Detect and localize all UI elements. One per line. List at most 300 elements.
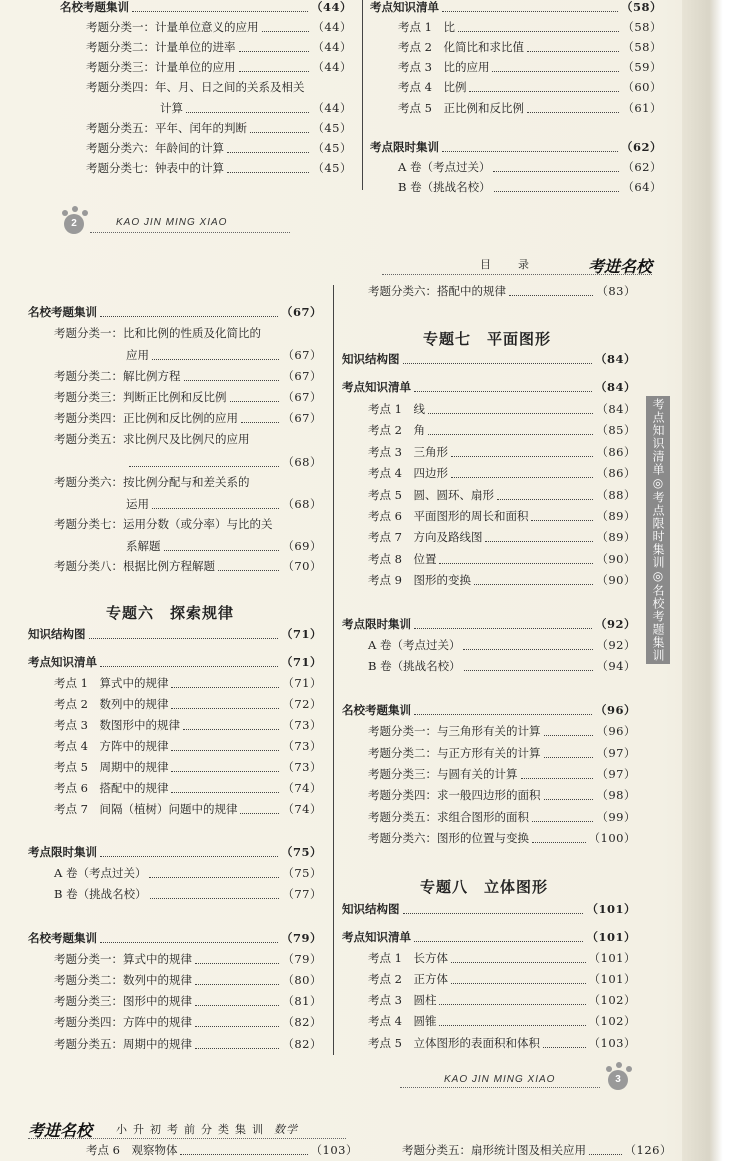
toc-entry-row[interactable] — [86, 20, 352, 34]
toc-page-number: （45） — [312, 121, 352, 135]
toc-page-number: （72） — [282, 697, 322, 711]
toc-entry-row[interactable] — [54, 411, 322, 425]
toc-entry-label: 考点 3 数图形中的规律 — [54, 718, 180, 732]
leader-dots — [100, 933, 278, 943]
toc-entry-label: 考题分类四：年、月、日之间的关系及相关 — [86, 80, 305, 94]
toc-entry-row[interactable] — [54, 697, 322, 711]
toc-entry-row[interactable] — [54, 432, 322, 446]
toc-entry-label: 考题分类二：与正方形有关的计算 — [368, 746, 541, 760]
toc-entry-label: 考点限时集训 — [28, 845, 97, 859]
toc-page-number: （89） — [596, 509, 636, 523]
toc-entry-row[interactable] — [368, 284, 636, 298]
toc-entry-label: 考点 1 长方体 — [368, 951, 448, 965]
toc-page-number: （44） — [312, 60, 352, 74]
toc-entry-row[interactable] — [54, 994, 322, 1008]
toc-entry-row[interactable] — [368, 951, 636, 965]
toc-page-number: （70） — [282, 559, 322, 573]
toc-page-number: （44） — [312, 40, 352, 54]
toc-entry-row[interactable] — [54, 390, 322, 404]
leader-dots — [531, 511, 593, 521]
paw-icon — [626, 1066, 632, 1072]
leader-dots — [227, 163, 309, 173]
toc-entry-row[interactable] — [54, 559, 322, 573]
toc-section-row[interactable] — [28, 305, 322, 319]
toc-section-row[interactable] — [28, 655, 322, 669]
leader-dots — [171, 699, 279, 709]
toc-page-number: （71） — [282, 676, 322, 690]
toc-page-number: （100） — [588, 831, 636, 845]
toc-section-row[interactable] — [60, 0, 352, 14]
toc-entry-label: 知识结构图 — [28, 627, 86, 641]
toc-page-number: （58） — [620, 0, 662, 14]
toc-entry-row[interactable] — [368, 767, 636, 781]
toc-page-number: （92） — [596, 638, 636, 652]
leader-dots — [474, 575, 593, 585]
toc-section-row[interactable] — [28, 931, 322, 945]
toc-entry-label: 考题分类七：钟表中的计算 — [86, 161, 224, 175]
toc-entry-label: 考题分类三：判断正比例和反比例 — [54, 390, 227, 404]
toc-entry-label: B 卷（挑战名校） — [398, 180, 491, 194]
leader-dots — [240, 804, 279, 814]
toc-entry-row[interactable] — [398, 180, 662, 194]
toc-entry-row[interactable] — [54, 326, 322, 340]
toc-page-number: （82） — [282, 1037, 322, 1051]
footer-rule — [28, 1138, 346, 1139]
toc-entry-label: 应用 — [126, 348, 149, 362]
toc-page-number: （89） — [596, 530, 636, 544]
toc-entry-row[interactable] — [368, 509, 636, 523]
leader-dots — [464, 661, 594, 671]
toc-section-row[interactable] — [370, 0, 662, 14]
toc-header: 目 录 — [480, 258, 537, 271]
leader-dots — [195, 975, 279, 985]
leader-dots — [183, 720, 279, 730]
leader-dots — [227, 143, 309, 153]
leader-dots — [463, 640, 593, 650]
toc-entry-label: 考点 8 位置 — [368, 552, 437, 566]
toc-entry-row[interactable] — [368, 573, 636, 587]
toc-entry-row[interactable] — [126, 348, 322, 362]
toc-entry-row[interactable] — [368, 423, 636, 437]
toc-entry-label: 考点 1 线 — [368, 402, 425, 416]
toc-entry-label: 考点限时集训 — [342, 617, 411, 631]
toc-entry-label: 考点 4 圆锥 — [368, 1014, 437, 1028]
leader-dots — [451, 974, 586, 984]
toc-page-number: （101） — [588, 951, 636, 965]
toc-entry-label: 考点知识清单 — [342, 380, 411, 394]
toc-entry-label: 考点 4 方阵中的规律 — [54, 739, 169, 753]
toc-page-number: （75） — [280, 845, 322, 859]
toc-entry-label: 考题分类四：正比例和反比例的应用 — [54, 411, 238, 425]
leader-dots — [521, 769, 594, 779]
leader-dots — [150, 889, 280, 899]
toc-page-number: （61） — [622, 101, 662, 115]
toc-entry-label: 名校考题集训 — [60, 0, 129, 14]
toc-entry-label: 知识结构图 — [342, 352, 400, 366]
toc-entry-label: 考点 5 立体图形的表面积和体积 — [368, 1036, 540, 1050]
toc-entry-label: 考点 6 观察物体 — [86, 1143, 178, 1157]
toc-entry-row[interactable] — [398, 60, 662, 74]
toc-page-number: （60） — [622, 80, 662, 94]
band-title: KAO JIN MING XIAO — [116, 217, 228, 228]
toc-page-number: （83） — [596, 284, 636, 298]
toc-section-row[interactable] — [342, 617, 636, 631]
toc-page-number: （67） — [282, 390, 322, 404]
toc-entry-label: 考题分类五：扇形统计图及相关应用 — [402, 1143, 586, 1157]
leader-dots — [485, 532, 593, 542]
toc-entry-label: 考题分类三：图形中的规律 — [54, 994, 192, 1008]
toc-entry-row[interactable] — [398, 40, 662, 54]
toc-entry-row[interactable] — [54, 517, 322, 531]
leader-dots — [100, 847, 278, 857]
toc-entry-label: 考点 2 角 — [368, 423, 425, 437]
toc-entry-label: 考点 1 算式中的规律 — [54, 676, 169, 690]
toc-entry-label: 考点 5 圆、圆环、扇形 — [368, 488, 494, 502]
leader-dots — [414, 705, 592, 715]
leader-dots — [451, 468, 593, 478]
paw-icon — [72, 206, 78, 212]
leader-dots — [494, 182, 620, 192]
toc-entry-row[interactable] — [54, 781, 322, 795]
toc-entry-row[interactable] — [398, 80, 662, 94]
toc-page-number: （79） — [282, 952, 322, 966]
toc-page-number: （99） — [596, 810, 636, 824]
toc-entry-label: 考点 3 三角形 — [368, 445, 448, 459]
leader-dots — [532, 812, 593, 822]
toc-page-number: （84） — [596, 402, 636, 416]
toc-page-number: （67） — [282, 348, 322, 362]
leader-dots — [195, 954, 279, 964]
toc-section-row[interactable] — [342, 380, 636, 394]
leader-dots — [230, 392, 280, 402]
toc-entry-label: A 卷（考点过关） — [54, 866, 147, 880]
toc-entry-label: 计算 — [160, 101, 183, 115]
toc-entry-label: 考点 7 间隔（植树）问题中的规律 — [54, 802, 238, 816]
leader-dots — [186, 103, 309, 113]
toc-entry-label: 考题分类五：求比例尺及比例尺的应用 — [54, 432, 250, 446]
toc-page-number: （62） — [620, 140, 662, 154]
leader-dots — [403, 354, 592, 364]
leader-dots — [469, 82, 619, 92]
toc-entry-label: 考点 2 正方体 — [368, 972, 448, 986]
leader-dots — [239, 42, 310, 52]
topic-heading: 专题八 立体图形 — [420, 878, 549, 896]
toc-page-number: （62） — [622, 160, 662, 174]
toc-section-row[interactable] — [342, 902, 636, 916]
toc-entry-row[interactable] — [126, 455, 322, 469]
toc-entry-label: B 卷（挑战名校） — [54, 887, 147, 901]
toc-entry-row[interactable] — [398, 20, 662, 34]
toc-entry-row[interactable] — [368, 402, 636, 416]
toc-entry-row[interactable] — [86, 40, 352, 54]
toc-entry-row[interactable] — [402, 1143, 672, 1157]
toc-page-number: （96） — [594, 703, 636, 717]
leader-dots — [89, 629, 278, 639]
toc-entry-row[interactable] — [54, 718, 322, 732]
leader-dots — [544, 748, 594, 758]
toc-entry-label: 考点 9 图形的变换 — [368, 573, 471, 587]
page-edge — [682, 0, 750, 1161]
leader-dots — [262, 22, 310, 32]
toc-entry-row[interactable] — [86, 60, 352, 74]
toc-entry-row[interactable] — [368, 1014, 636, 1028]
toc-section-row[interactable] — [342, 930, 636, 944]
toc-page-number: （68） — [282, 497, 322, 511]
toc-entry-label: 考点 3 比的应用 — [398, 60, 490, 74]
toc-entry-label: 考点 2 数列中的规律 — [54, 697, 169, 711]
toc-entry-row[interactable] — [368, 831, 636, 845]
leader-dots — [527, 103, 619, 113]
toc-page-number: （71） — [280, 627, 322, 641]
leader-dots — [171, 762, 279, 772]
toc-page-number: （103） — [588, 1036, 636, 1050]
toc-page-number: （98） — [596, 788, 636, 802]
toc-entry-label: B 卷（挑战名校） — [368, 659, 461, 673]
toc-entry-label: 考题分类二：计量单位的进率 — [86, 40, 236, 54]
toc-entry-label: 考点 5 正比例和反比例 — [398, 101, 524, 115]
leader-dots — [195, 1017, 279, 1027]
toc-entry-row[interactable] — [368, 552, 636, 566]
toc-page-number: （74） — [282, 781, 322, 795]
toc-page-number: （59） — [622, 60, 662, 74]
toc-page-number: （101） — [586, 930, 636, 944]
leader-dots — [509, 286, 593, 296]
leader-dots — [532, 833, 586, 843]
leader-dots — [428, 425, 593, 435]
toc-page-number: （81） — [282, 994, 322, 1008]
toc-entry-label: 考题分类六：按比例分配与和差关系的 — [54, 475, 250, 489]
toc-page-number: （90） — [596, 573, 636, 587]
toc-entry-row[interactable] — [368, 466, 636, 480]
toc-entry-label: 考题分类二：数列中的规律 — [54, 973, 192, 987]
toc-entry-label: 考题分类三：计量单位的应用 — [86, 60, 236, 74]
leader-dots — [164, 541, 280, 551]
toc-page-number: （84） — [594, 352, 636, 366]
leader-dots — [152, 499, 279, 509]
toc-entry-row[interactable] — [368, 488, 636, 502]
topic-heading: 专题七 平面图形 — [423, 330, 552, 348]
toc-page-number: （85） — [596, 423, 636, 437]
toc-page-number: （44） — [310, 0, 352, 14]
toc-entry-row[interactable] — [54, 739, 322, 753]
brand-logo: 考进名校 — [28, 1121, 93, 1140]
leader-dots — [543, 1038, 586, 1048]
toc-entry-label: 考题分类七：运用分数（或分率）与比的关 — [54, 517, 273, 531]
toc-page-number: （75） — [282, 866, 322, 880]
toc-entry-row[interactable] — [86, 121, 352, 135]
toc-entry-row[interactable] — [368, 638, 636, 652]
toc-entry-row[interactable] — [126, 539, 322, 553]
topic-heading: 专题六 探索规律 — [106, 604, 235, 622]
toc-page-number: （84） — [594, 380, 636, 394]
toc-entry-label: 考点知识清单 — [370, 0, 439, 14]
leader-dots — [171, 783, 279, 793]
leader-dots — [171, 678, 279, 688]
toc-entry-row[interactable] — [368, 724, 636, 738]
toc-page-number: （94） — [596, 659, 636, 673]
toc-entry-label: 考点 3 圆柱 — [368, 993, 437, 1007]
toc-entry-label: 考点知识清单 — [342, 930, 411, 944]
toc-entry-label: 考题分类六：年龄间的计算 — [86, 141, 224, 155]
toc-page-number: （77） — [282, 887, 322, 901]
leader-dots — [451, 447, 593, 457]
toc-entry-label: 考题分类二：解比例方程 — [54, 369, 181, 383]
toc-entry-row[interactable] — [54, 1037, 322, 1051]
toc-page-number: （101） — [588, 972, 636, 986]
toc-entry-label: 考题分类六：图形的位置与变换 — [368, 831, 529, 845]
toc-page-number: （79） — [280, 931, 322, 945]
toc-entry-row[interactable] — [86, 161, 352, 175]
column-divider — [362, 0, 363, 190]
leader-dots — [218, 561, 279, 571]
toc-entry-row[interactable] — [398, 160, 662, 174]
leader-dots — [184, 371, 280, 381]
toc-page-number: （58） — [622, 40, 662, 54]
leader-dots — [439, 554, 593, 564]
toc-entry-label: 考点 4 比例 — [398, 80, 467, 94]
toc-entry-row[interactable] — [54, 1015, 322, 1029]
toc-page-number: （67） — [280, 305, 322, 319]
leader-dots — [239, 62, 310, 72]
toc-page-number: （64） — [622, 180, 662, 194]
leader-dots — [403, 904, 584, 914]
toc-entry-label: 考题分类五：平年、闰年的判断 — [86, 121, 247, 135]
column-divider — [333, 285, 334, 1055]
toc-page-number: （74） — [282, 802, 322, 816]
toc-entry-label: 考点限时集训 — [370, 140, 439, 154]
toc-entry-label: 考题分类五：求组合图形的面积 — [368, 810, 529, 824]
toc-entry-row[interactable] — [54, 760, 322, 774]
toc-entry-row[interactable] — [368, 445, 636, 459]
toc-entry-row[interactable] — [54, 887, 322, 901]
toc-entry-label: 考题分类一：算式中的规律 — [54, 952, 192, 966]
toc-page-number: （96） — [596, 724, 636, 738]
band-rule — [90, 232, 290, 233]
toc-entry-label: 系解题 — [126, 539, 161, 553]
toc-entry-row[interactable] — [368, 530, 636, 544]
side-tab: 考点知识清单◎考点限时集训◎名校考题集训 — [646, 396, 670, 664]
band-title: KAO JIN MING XIAO — [444, 1074, 556, 1085]
toc-section-row[interactable] — [28, 627, 322, 641]
toc-section-row[interactable] — [342, 703, 636, 717]
toc-entry-label: 考题分类一：计量单位意义的应用 — [86, 20, 259, 34]
toc-entry-label: 考题分类四：方阵中的规律 — [54, 1015, 192, 1029]
toc-entry-row[interactable] — [368, 788, 636, 802]
leader-dots — [129, 457, 279, 467]
toc-entry-row[interactable] — [86, 80, 352, 94]
leader-dots — [149, 868, 279, 878]
leader-dots — [171, 741, 279, 751]
toc-entry-row[interactable] — [160, 101, 352, 115]
leader-dots — [439, 1016, 585, 1026]
leader-dots — [544, 790, 594, 800]
toc-entry-row[interactable] — [368, 746, 636, 760]
leader-dots — [451, 953, 586, 963]
toc-entry-label: 考题分类八：根据比例方程解题 — [54, 559, 215, 573]
toc-entry-row[interactable] — [54, 676, 322, 690]
toc-page-number: （97） — [596, 746, 636, 760]
toc-page-number: （82） — [282, 1015, 322, 1029]
leader-dots — [442, 2, 618, 12]
leader-dots — [100, 307, 278, 317]
toc-page-number: （44） — [312, 101, 352, 115]
toc-entry-row[interactable] — [398, 101, 662, 115]
toc-page-number: （86） — [596, 445, 636, 459]
paw-icon — [82, 210, 88, 216]
leader-dots — [414, 932, 583, 942]
toc-entry-row[interactable] — [368, 810, 636, 824]
toc-page-number: （92） — [594, 617, 636, 631]
toc-entry-label: 考题分类一：与三角形有关的计算 — [368, 724, 541, 738]
toc-entry-row[interactable] — [54, 802, 322, 816]
toc-entry-label: 考题分类五：周期中的规律 — [54, 1037, 192, 1051]
toc-page-number: （88） — [596, 488, 636, 502]
leader-dots — [458, 22, 619, 32]
toc-entry-label: 知识结构图 — [342, 902, 400, 916]
leader-dots — [544, 726, 594, 736]
toc-entry-row[interactable] — [368, 1036, 636, 1050]
toc-entry-row[interactable] — [368, 659, 636, 673]
toc-section-row[interactable] — [28, 845, 322, 859]
toc-entry-row[interactable] — [54, 475, 322, 489]
toc-entry-label: 考题分类六：搭配中的规律 — [368, 284, 506, 298]
toc-entry-label: 考点 2 化简比和求比值 — [398, 40, 524, 54]
toc-entry-label: 考点 6 搭配中的规律 — [54, 781, 169, 795]
toc-page-number: （68） — [282, 455, 322, 469]
series-title: 小升初考前分类集训 — [116, 1123, 269, 1136]
leader-dots — [492, 62, 619, 72]
toc-entry-row[interactable] — [54, 369, 322, 383]
leader-dots — [497, 490, 593, 500]
toc-entry-row[interactable] — [54, 866, 322, 880]
leader-dots — [493, 162, 619, 172]
toc-entry-row[interactable] — [54, 952, 322, 966]
toc-entry-row[interactable] — [368, 972, 636, 986]
toc-entry-label: 考题分类四：求一般四边形的面积 — [368, 788, 541, 802]
toc-entry-row[interactable] — [86, 141, 352, 155]
toc-entry-label: 考点 6 平面图形的周长和面积 — [368, 509, 529, 523]
toc-section-row[interactable] — [342, 352, 636, 366]
toc-entry-row[interactable] — [86, 1143, 358, 1157]
toc-entry-label: 考点 4 四边形 — [368, 466, 448, 480]
toc-page-number: （102） — [588, 993, 636, 1007]
toc-entry-label: 名校考题集训 — [342, 703, 411, 717]
toc-page-number: （67） — [282, 411, 322, 425]
toc-entry-row[interactable] — [368, 993, 636, 1007]
toc-section-row[interactable] — [370, 140, 662, 154]
toc-entry-label: 考点 1 比 — [398, 20, 455, 34]
leader-dots — [152, 350, 279, 360]
toc-page-number: （90） — [596, 552, 636, 566]
header-rule — [382, 274, 652, 275]
toc-entry-row[interactable] — [126, 497, 322, 511]
toc-entry-label: 考点 5 周期中的规律 — [54, 760, 169, 774]
leader-dots — [250, 123, 309, 133]
toc-page-number: （73） — [282, 739, 322, 753]
toc-page-number: （102） — [588, 1014, 636, 1028]
leader-dots — [589, 1145, 622, 1155]
toc-page-number: （86） — [596, 466, 636, 480]
toc-page-number: （80） — [282, 973, 322, 987]
leader-dots — [100, 657, 278, 667]
brand-logo: 考进名校 — [588, 257, 653, 276]
page-number: 2 — [64, 214, 84, 234]
leader-dots — [132, 2, 308, 12]
toc-entry-label: 运用 — [126, 497, 149, 511]
toc-entry-row[interactable] — [54, 973, 322, 987]
toc-entry-label: 考点知识清单 — [28, 655, 97, 669]
leader-dots — [180, 1145, 307, 1155]
